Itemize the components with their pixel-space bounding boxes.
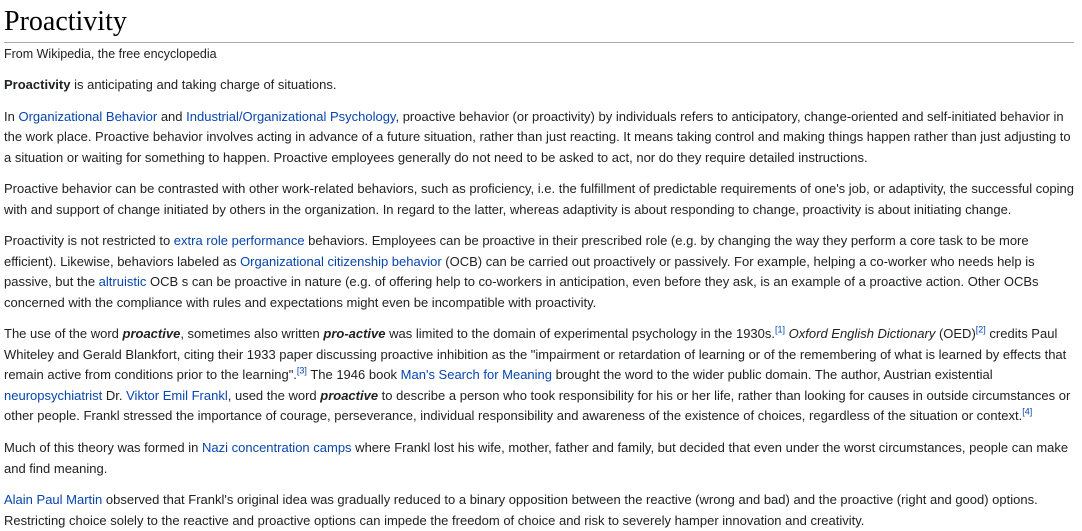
p5-text-6: credits Paul Whiteley and Gerald Blankfort, citing their 1933 paper discussing proactive inhibition as the "impairment or retardation of learning or of the remembering of what is learned by effects that remain active from conditions prior to the learning".: [4, 326, 1067, 383]
p2-text-3: , proactive behavior (or proactivity) by individuals refers to anticipatory, change-oriented and self-initiated behavior in the work place. Proactive behavior involves acting in advance of a future situation, rather than just reacting. It means taking control and making things happen rather than just adjusting to a situation or waiting for something to happen. Proactive employees generally do not need to be asked to act, nor do they require detailed instructions.: [4, 108, 1071, 165]
p5-text-11: to describe a person who took responsibility for his or her life, rather than looking for causes in outside circumstances or other people. Frankl stressed the importance of courage, perseverance, individual responsibility and awareness of the existence of choices, regardless of the situation or context.: [4, 387, 1071, 424]
link-altruistic[interactable]: altruistic: [98, 274, 147, 290]
p5-emphasis-pro-active: pro-active: [323, 326, 386, 342]
paragraph-3: Proactive behavior can be contrasted with other work-related behaviors, such as proficiency, i.e. the fulfillment of predictable requirements of one's job, or adaptivity, the successful coping with and support of change initiated by others in the organization. In regard to the latter, whereas adaptivity is about responding to change, proactivity is about initiating change.: [4, 181, 1074, 217]
p5-emphasis-proactive: proactive: [122, 326, 181, 342]
p2-text-1: In: [4, 108, 19, 124]
reference-1-link[interactable]: [1]: [775, 324, 786, 335]
p5-text-9: Dr.: [102, 387, 127, 403]
p4-text-4: OCB s can be proactive in nature (e.g. of offering help to co-workers in anticipation, even before they ask, is an example of a proactive action. Other OCBs concerned with the compliance with rules and expectations might even be incompatible with proactivity.: [4, 274, 1039, 310]
paragraph-4: [4, 231, 1074, 313]
paragraph-7: [4, 490, 1074, 531]
p2-text-2: and: [157, 108, 187, 124]
link-neuropsychiatrist[interactable]: neuropsychiatrist: [4, 387, 103, 403]
p4-text-1: Proactivity is not restricted to: [4, 233, 174, 249]
paragraph-5: [4, 324, 1074, 427]
link-industrial-organizational-psychology[interactable]: Industrial/Organizational Psychology: [186, 108, 396, 124]
p4-text-2: behaviors. Employees can be proactive in their prescribed role (e.g. by changing the way they perform a core task to be more efficient). Likewise, behaviors labeled as: [4, 233, 1029, 269]
p6-text-2: where Frankl lost his wife, mother, father and family, but decided that even under the worst circumstances, people can make and find meaning.: [4, 439, 1069, 476]
p5-emphasis-proactive-2: proactive: [320, 387, 379, 403]
reference-3-link[interactable]: [3]: [296, 366, 307, 377]
reference-2-link[interactable]: [2]: [975, 324, 986, 335]
reference-4-link[interactable]: [4]: [1022, 407, 1033, 418]
reference-1[interactable]: [775, 325, 785, 335]
p4-text-3: (OCB) can be carried out proactively or passively. For example, helping a co-worker who needs help is passive, but the: [4, 253, 1035, 290]
page-title: Proactivity: [4, 4, 1074, 43]
lead-rest: is anticipating and taking charge of situations.: [70, 77, 337, 92]
link-nazi-concentration-camps[interactable]: Nazi concentration camps: [201, 439, 352, 455]
link-organizational-behavior[interactable]: Organizational Behavior: [18, 108, 158, 124]
link-extra-role-performance[interactable]: extra role performance: [173, 233, 305, 249]
paragraph-6: [4, 438, 1074, 479]
reference-3[interactable]: [297, 366, 307, 376]
p5-text-7: The 1946 book: [306, 367, 401, 383]
p5-text-1: The use of the word: [4, 326, 123, 342]
site-subtitle: From Wikipedia, the free encyclopedia: [4, 47, 217, 61]
p5-italic-oed: Oxford English Dictionary: [788, 326, 936, 342]
link-viktor-emil-frankl[interactable]: Viktor Emil Frankl: [126, 387, 228, 403]
reference-4[interactable]: [1022, 407, 1032, 417]
reference-2[interactable]: [976, 325, 986, 335]
p5-text-10: , used the word: [227, 387, 321, 403]
link-organizational-citizenship-behavior[interactable]: Organizational citizenship behavior: [240, 253, 442, 269]
link-mans-search-for-meaning[interactable]: Man's Search for Meaning: [400, 367, 553, 383]
p6-text-1: Much of this theory was formed in: [4, 439, 202, 455]
link-alain-paul-martin[interactable]: Alain Paul Martin: [4, 492, 103, 508]
paragraph-lead: [4, 75, 1074, 96]
p5-text-2: , sometimes also written: [180, 326, 324, 342]
p5-text-5: (OED): [935, 326, 976, 342]
p7-text-1: observed that Frankl's original idea was gradually reduced to a binary opposition between the reactive (wrong and bad) and the proactive (right and good) options. Restricting choice solely to the reactive and proactive options can impede the freedom of choice and risk to severely hamper innovation and creativity.: [4, 492, 1038, 528]
p5-text-8: brought the word to the wider public domain. The author, Austrian existential: [552, 367, 993, 383]
p5-text-3: was limited to the domain of experimental psychology in the 1930s.: [385, 326, 776, 342]
paragraph-2: [4, 107, 1074, 169]
lead-term: Proactivity: [4, 77, 71, 92]
